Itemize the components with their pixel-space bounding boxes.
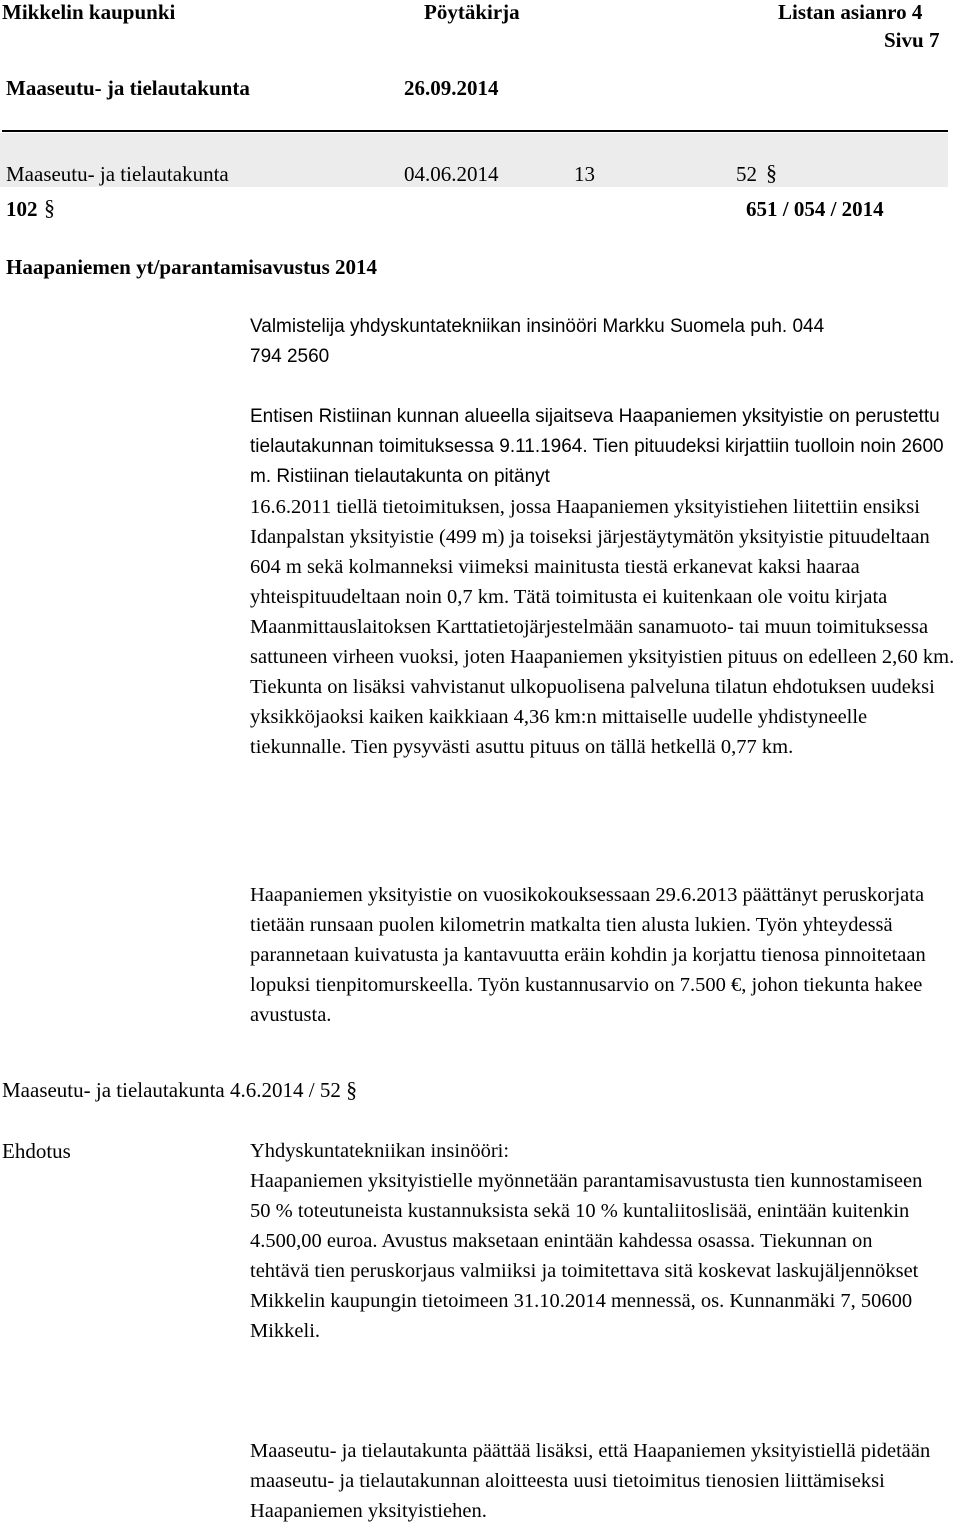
body-paragraph-2: Haapaniemen yksityistie on vuosikokouksessaan 29.6.2013 päättänyt peruskorjata tietään runsaan puolen kilometrin matkalta tien alusta lukien. Työn yhteydessä parannetaan kuivatusta ja kantavuutta eräin kohdin ja korjattu tienosa pinnoitetaan lopuksi tienpitomurskeella. Työn kustannusarvio on 7.500 €, johon tiekunta hakee avustusta. [250,884,926,1026]
proposal-label: Ehdotus [2,1139,71,1163]
header-committee: Maaseutu- ja tielautakunta [6,76,250,100]
proposer: Yhdyskuntatekniikan insinööri: [250,1140,510,1162]
record-num1: 13 [574,162,595,186]
section-symbol-icon: § [346,1077,358,1102]
record-num2: 52 [736,162,757,186]
preparer-line-1: Valmistelija yhdyskuntatekniikan insinööri Markku Suomela puh. 044 [250,316,825,337]
body-paragraph-1-continuation: 16.6.2011 tiellä tietoimituksen, jossa Haapaniemen yksityistiehen liitettiin ensiksi Idanpalstan yksityistie (499 m) ja toiseksi järjestäytymätön yksityistie pituudeltaan 604 m sekä kolmanneksi viimeksi mainitusta tiestä erkanevat kaksi haaraa yhteispituudeltaan noin 0,7 km. Tätä toimitusta ei kuitenkaan ole voitu kirjata Maanmittauslaitoksen Karttatietojärjestelmään sanamuoto- tai muun toimituksessa sattuneen virheen vuoksi, joten Haapaniemen yksityistien pituus on edelleen 2,60 km. Tiekunta on lisäksi vahvistanut ulkopuolisena palveluna tilatun ehdotuksen uudeksi yksikköjaoksi kaiken kaikkiaan 4,36 km:n mittaiselle uudelle yhdistyneelle tiekunnalle. Tien pysyvästi asuttu pituus on tällä hetkellä 0,77 km. [250,496,955,758]
section-symbol-icon: § [766,160,777,185]
page-number: Sivu 7 [884,28,940,52]
preparer-line-2: 794 2560 [250,346,330,367]
body-paragraph-1: Entisen Ristiinan kunnan alueella sijaitseva Haapaniemen yksityistie on perustettu tielautakunnan toimituksessa 9.11.1964. Tien pituudeksi kirjattiin tuolloin noin 2600 m. Ristiinan tielautakunta on pitänyt [250,406,944,487]
header-divider [2,130,948,132]
proposal-text: Haapaniemen yksityistielle myönnetään parantamisavustusta tien kunnostamiseen 50 % toteutuneista kustannuksista sekä 10 % kuntaliitoslisää, enintään kuitenkin 4.500,00 euroa. Avustus maksetaan enintään kahdessa osassa. Tiekunnan on tehtävä tien peruskorjaus valmiiksi ja toimitettava sitä koskevat laskujäljennökset Mikkelin kaupungin tietoimeen 31.10.2014 mennessä, os. Kunnanmäki 7, 50600 Mikkeli. [250,1170,923,1342]
item-number: 102 [6,197,38,221]
reference-text: Maaseutu- ja tielautakunta 4.6.2014 / 52 [2,1078,341,1102]
document-type: Pöytäkirja [424,0,520,24]
section-symbol-icon: § [44,195,55,220]
record-date: 04.06.2014 [404,162,499,186]
item-title: Haapaniemen yt/parantamisavustus 2014 [6,255,378,279]
organization-name: Mikkelin kaupunki [2,0,176,24]
reference-line [2,1075,357,1105]
list-item-number: Listan asianro 4 [778,0,923,24]
proposal-additional: Maaseutu- ja tielautakunta päättää lisäksi, että Haapaniemen yksityistiellä pidetään maaseutu- ja tielautakunnan aloitteesta uusi tietoimitus tienosien liittämiseksi Haapaniemen yksityistiehen. [250,1440,931,1522]
diary-number: 651 / 054 / 2014 [746,197,884,221]
record-committee: Maaseutu- ja tielautakunta [6,162,229,186]
header-date: 26.09.2014 [404,76,499,100]
